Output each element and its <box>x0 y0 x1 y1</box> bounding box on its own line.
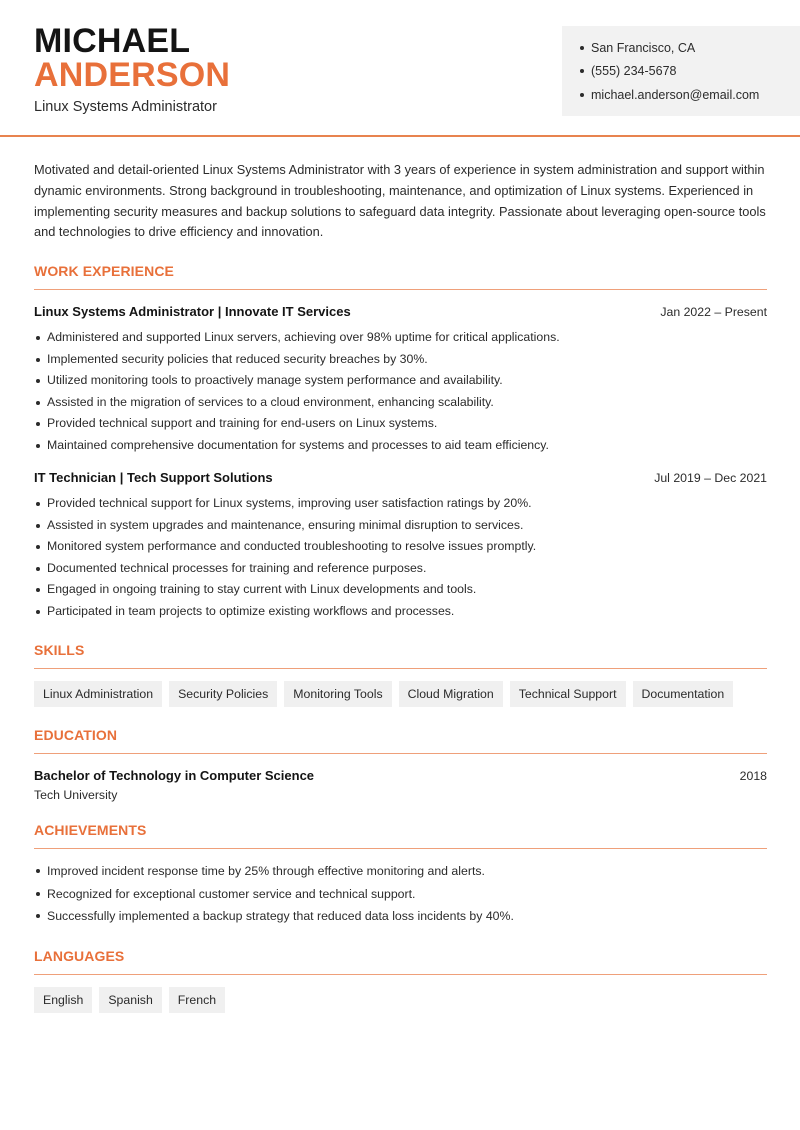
job-bullet: Provided technical support and training for end-users on Linux systems. <box>34 413 767 435</box>
section-title-work: WORK EXPERIENCE <box>34 263 767 290</box>
job-bullets <box>34 493 767 622</box>
bullet-icon <box>580 46 584 50</box>
education-header <box>34 768 767 783</box>
job-bullet: Engaged in ongoing training to stay current with Linux developments and tools. <box>34 579 767 601</box>
job-bullet: Assisted in system upgrades and maintenance, ensuring minimal disruption to services. <box>34 515 767 537</box>
job-role: IT Technician | Tech Support Solutions <box>34 470 273 486</box>
first-name: MICHAEL <box>34 22 191 60</box>
job-title: Linux Systems Administrator <box>34 99 217 115</box>
languages-section <box>34 948 767 1013</box>
achievement-bullet: Improved incident response time by 25% through effective monitoring and alerts. <box>34 860 767 883</box>
skill-tag: Security Policies <box>169 681 277 707</box>
job-role: Linux Systems Administrator | Innovate IT Services <box>34 304 351 320</box>
phone-text: (555) 234-5678 <box>591 64 677 79</box>
achievement-bullet: Successfully implemented a backup strategy that reduced data loss incidents by 40%. <box>34 905 767 928</box>
job-date: Jan 2022 – Present <box>660 305 767 320</box>
job-bullet: Utilized monitoring tools to proactively manage system performance and availability. <box>34 370 767 392</box>
job-bullet: Participated in team projects to optimize existing workflows and processes. <box>34 601 767 623</box>
email-text: michael.anderson@email.com <box>591 87 760 102</box>
job-header <box>34 304 767 319</box>
job-bullet: Documented technical processes for training and reference purposes. <box>34 558 767 580</box>
last-name: ANDERSON <box>34 56 231 94</box>
contact-box <box>562 26 800 116</box>
skills-section <box>34 642 767 707</box>
achievements-section <box>34 822 767 928</box>
job-bullet: Maintained comprehensive documentation for systems and processes to aid team efficiency. <box>34 435 767 457</box>
contact-email <box>580 83 800 107</box>
location-text: San Francisco, CA <box>591 40 696 55</box>
section-title-languages: LANGUAGES <box>34 948 767 975</box>
achievement-bullet: Recognized for exceptional customer service and technical support. <box>34 883 767 906</box>
resume-body <box>34 160 767 1013</box>
job-bullet: Administered and supported Linux servers, achieving over 98% uptime for critical applications. <box>34 327 767 349</box>
job-bullet: Provided technical support for Linux systems, improving user satisfaction ratings by 20%. <box>34 493 767 515</box>
language-tag: Spanish <box>99 987 161 1013</box>
job-bullet: Implemented security policies that reduced security breaches by 30%. <box>34 349 767 371</box>
skill-tag: Cloud Migration <box>399 681 503 707</box>
bullet-icon <box>580 69 584 73</box>
section-title-education: EDUCATION <box>34 727 767 754</box>
education-year: 2018 <box>739 769 767 784</box>
summary-paragraph: Motivated and detail-oriented Linux Systems Administrator with 3 years of experience in system administration and support within dynamic environments. Strong background in troubleshooting, maintenance, and optimization of Linux systems. Experienced in implementing security measures and backup solutions to safeguard data integrity. Passionate about leveraging open-source tools and technologies to drive efficiency and innovation. <box>34 162 766 240</box>
education-degree: Bachelor of Technology in Computer Science <box>34 768 315 784</box>
resume-header <box>0 0 800 137</box>
bullet-icon <box>580 93 584 97</box>
job-header <box>34 470 767 485</box>
achievement-bullets <box>34 860 767 928</box>
skill-tag: Technical Support <box>510 681 626 707</box>
contact-location <box>580 36 800 60</box>
skill-tag: Linux Administration <box>34 681 162 707</box>
section-title-skills: SKILLS <box>34 642 767 669</box>
skills-tags <box>34 681 767 707</box>
job-entry <box>34 304 767 456</box>
education-section <box>34 727 767 802</box>
education-school: Tech University <box>34 788 118 803</box>
work-section <box>34 263 767 622</box>
skill-tag: Monitoring Tools <box>284 681 391 707</box>
job-entry <box>34 470 767 622</box>
language-tag: English <box>34 987 92 1013</box>
job-date: Jul 2019 – Dec 2021 <box>654 471 767 486</box>
contact-phone <box>580 60 800 84</box>
language-tag: French <box>169 987 225 1013</box>
section-title-achievements: ACHIEVEMENTS <box>34 822 767 849</box>
job-bullets <box>34 327 767 456</box>
job-bullet: Monitored system performance and conducted troubleshooting to resolve issues promptly. <box>34 536 767 558</box>
skill-tag: Documentation <box>633 681 734 707</box>
job-bullet: Assisted in the migration of services to a cloud environment, enhancing scalability. <box>34 392 767 414</box>
language-tags <box>34 987 767 1013</box>
